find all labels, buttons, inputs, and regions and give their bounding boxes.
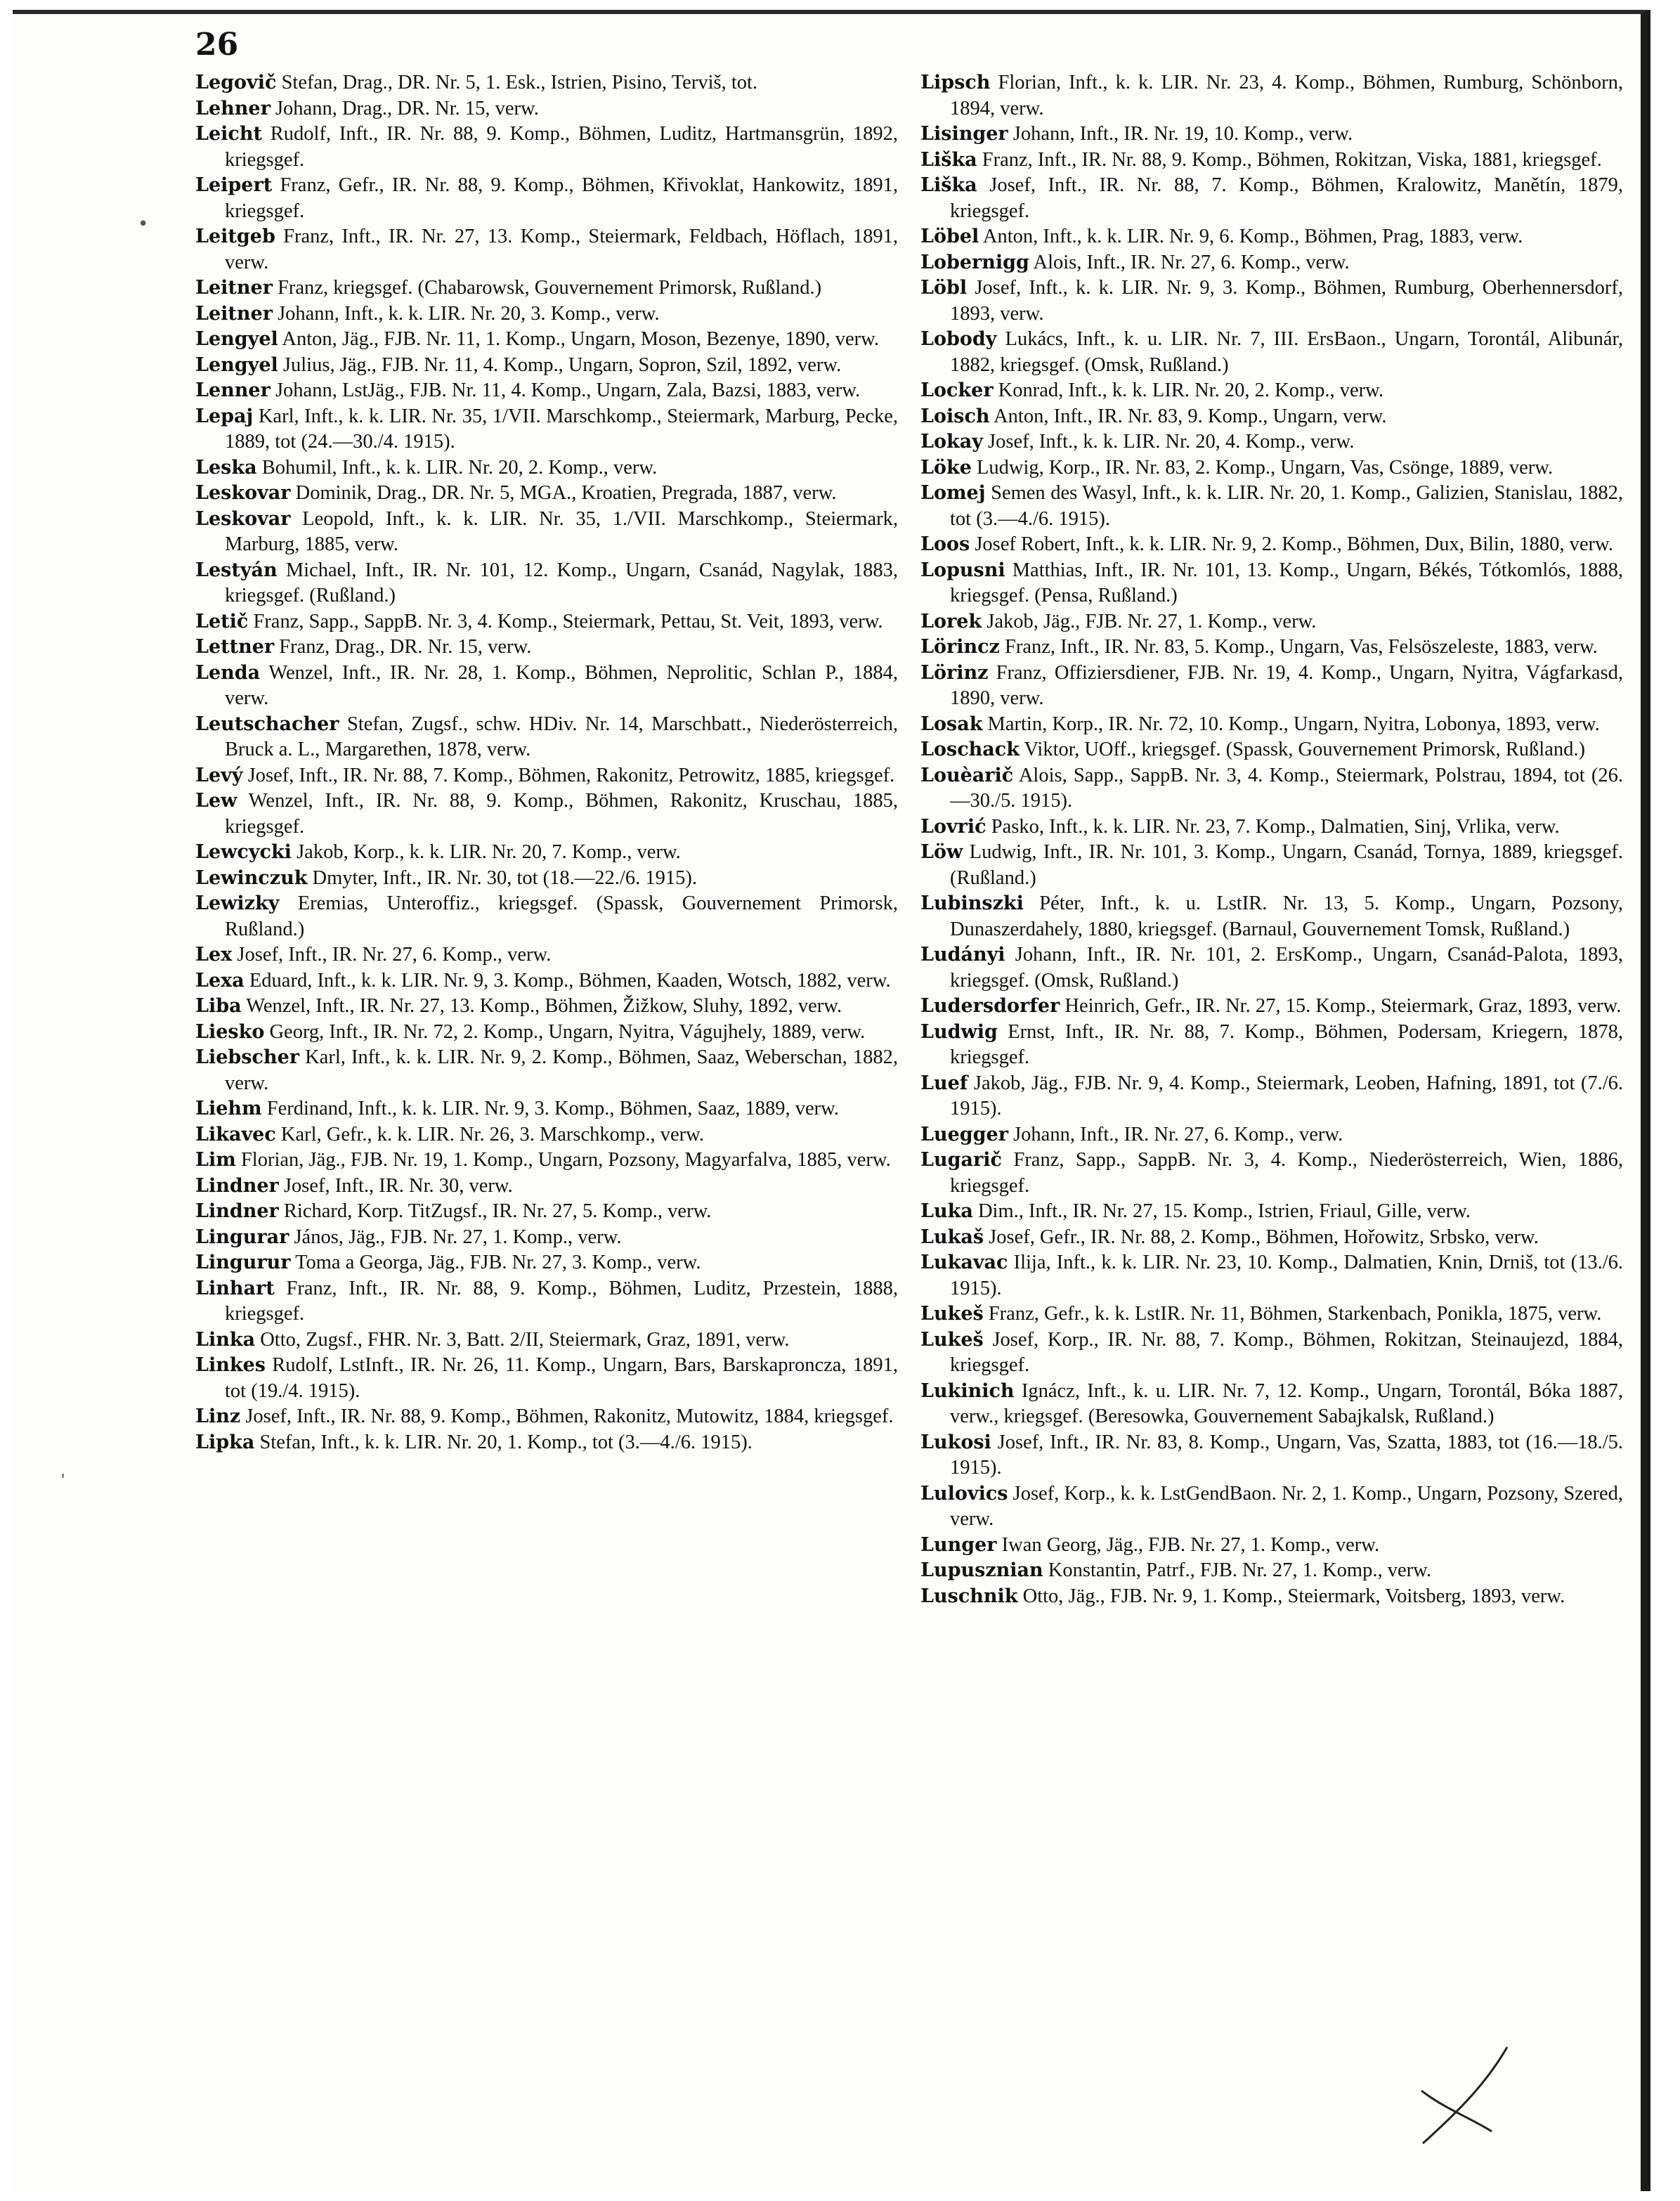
entry-surname: Lettner xyxy=(195,636,275,658)
entry-surname: Leskovar xyxy=(195,482,291,504)
entry-surname: Luegger xyxy=(920,1123,1008,1145)
entry-details: Pasko, Inft., k. k. LIR. Nr. 23, 7. Komp., Dalmatien, Sinj, Vrlika, verw. xyxy=(991,815,1560,838)
entry-surname: Liška xyxy=(920,148,977,171)
entry-details: Karl, Inft., k. k. LIR. Nr. 9, 2. Komp., Böhmen, Saaz, Weberschan, 1882, verw. xyxy=(225,1046,899,1094)
entry-details: Josef, Gefr., IR. Nr. 88, 2. Komp., Böhmen, Hořowitz, Srbsko, verw. xyxy=(989,1226,1539,1248)
entry-surname: Lobody xyxy=(920,328,997,350)
register-entry xyxy=(920,1199,1623,1225)
entry-details: Franz, Inft., IR. Nr. 88, 9. Komp., Böhmen, Luditz, Przestein, 1888, kriegsgef. xyxy=(225,1277,899,1325)
entry-surname: Leitgeb xyxy=(195,226,275,247)
entry-surname: Legovič xyxy=(195,72,277,93)
entry-details: Georg, Inft., IR. Nr. 72, 2. Komp., Ungarn, Nyitra, Vágujhely, 1889, verw. xyxy=(269,1020,866,1043)
entry-details: Franz, Sapp., SappB. Nr. 3, 4. Komp., Steiermark, Pettau, St. Veit, 1893, verw. xyxy=(253,610,883,632)
entry-surname: Loos xyxy=(920,533,970,555)
entry-surname: Lipsch xyxy=(920,72,991,93)
entry-details: Ilija, Inft., k. k. LIR. Nr. 23, 10. Komp., Dalmatien, Knin, Drniš, tot (13./6. 1915). xyxy=(950,1252,1624,1299)
entry-details: Wenzel, Inft., IR. Nr. 28, 1. Komp., Böhmen, Neprolitic, Schlan P., 1884, verw. xyxy=(225,661,898,709)
register-entry xyxy=(920,661,1623,712)
entry-details: Josef Robert, Inft., k. k. LIR. Nr. 9, 2. Komp., Böhmen, Dux, Bilin, 1880, verw. xyxy=(975,533,1613,555)
entry-surname: Lomej xyxy=(920,482,986,504)
page-number: 26 xyxy=(195,27,239,63)
entry-surname: Lingurar xyxy=(195,1226,289,1248)
entry-surname: Liba xyxy=(195,995,242,1017)
entry-details: Karl, Gefr., k. k. LIR. Nr. 26, 3. Marschkomp., verw. xyxy=(280,1123,704,1145)
entry-details: Johann, Drag., DR. Nr. 15, verw. xyxy=(275,97,539,119)
entry-surname: Lörincz xyxy=(920,636,1000,658)
entry-details: Ernst, Inft., IR. Nr. 88, 7. Komp., Böhmen, Podersam, Kriegern, 1878, kriegsgef. xyxy=(950,1020,1623,1068)
entry-details: Stefan, Drag., DR. Nr. 5, 1. Esk., Istrien, Pisino, Terviš, tot. xyxy=(281,72,758,93)
entry-surname: Leska xyxy=(195,456,257,479)
entry-details: János, Jäg., FJB. Nr. 27, 1. Komp., verw. xyxy=(294,1226,622,1248)
entry-surname: Levý xyxy=(195,764,243,786)
entry-details: Johann, LstJäg., FJB. Nr. 11, 4. Komp., Ungarn, Zala, Bazsi, 1883, verw. xyxy=(275,379,861,401)
register-entry xyxy=(195,763,898,789)
entry-details: Julius, Jäg., FJB. Nr. 11, 4. Komp., Ungarn, Sopron, Szil, 1892, verw. xyxy=(282,353,842,376)
register-entry xyxy=(195,558,898,609)
entry-surname: Letič xyxy=(195,610,249,632)
entry-surname: Lukeš xyxy=(920,1303,984,1325)
entry-surname: Lukosi xyxy=(920,1431,991,1453)
register-entry xyxy=(195,1096,898,1122)
entry-details: Eduard, Inft., k. k. LIR. Nr. 9, 3. Komp., Böhmen, Kaaden, Wotsch, 1882, verw. xyxy=(249,969,891,992)
entry-details: Eremias, Unteroffiz., kriegsgef. (Spassk, Gouvernement Primorsk, Rußland.) xyxy=(225,892,899,940)
entry-surname: Lenda xyxy=(195,661,261,684)
entry-surname: Lexa xyxy=(195,969,245,992)
register-entry xyxy=(920,1122,1623,1148)
entry-details: Josef, Inft., IR. Nr. 30, verw. xyxy=(283,1174,513,1197)
entry-details: Richard, Korp. TitZugsf., IR. Nr. 27, 5. Komp., verw. xyxy=(283,1200,712,1222)
register-entry xyxy=(920,1430,1623,1481)
register-entry xyxy=(920,148,1623,174)
entry-details: Josef, Inft., IR. Nr. 88, 9. Komp., Böhmen, Rakonitz, Mutowitz, 1884, kriegsgef. xyxy=(245,1405,894,1427)
register-entry xyxy=(195,1250,898,1276)
entry-surname: Lewizky xyxy=(195,892,280,914)
entry-details: Rudolf, Inft., IR. Nr. 88, 9. Komp., Böhmen, Luditz, Hartmansgrün, 1892, kriegsgef. xyxy=(225,123,898,171)
entry-details: Josef, Inft., IR. Nr. 88, 7. Komp., Böhmen, Rakonitz, Petrowitz, 1885, kriegsgef. xyxy=(247,764,895,786)
register-entry xyxy=(195,1430,898,1456)
entry-surname: Luka xyxy=(920,1200,973,1222)
entry-details: Konrad, Inft., k. k. LIR. Nr. 20, 2. Komp., verw. xyxy=(998,379,1383,401)
entry-details: Rudolf, LstInft., IR. Nr. 26, 11. Komp., Ungarn, Bars, Barskaproncza, 1891, tot (19./4. 1915). xyxy=(225,1354,898,1402)
register-entry xyxy=(195,327,898,353)
entry-details: Franz, Drag., DR. Nr. 15, verw. xyxy=(279,636,532,658)
register-entry xyxy=(920,712,1623,738)
register-entry xyxy=(195,866,898,892)
register-entry xyxy=(195,712,898,763)
register-entry xyxy=(920,250,1623,276)
entry-details: Franz, Inft., IR. Nr. 83, 5. Komp., Ungarn, Vas, Felsöszeleste, 1883, verw. xyxy=(1005,636,1598,658)
margin-mark: ˈ xyxy=(60,1472,66,1493)
entry-surname: Lugarič xyxy=(920,1149,1002,1171)
register-entry xyxy=(920,224,1623,250)
register-entry xyxy=(195,891,898,942)
entry-details: Florian, Inft., k. k. LIR. Nr. 23, 4. Komp., Böhmen, Rumburg, Schönborn, 1894, verw. xyxy=(950,72,1624,119)
entry-surname: Linkes xyxy=(195,1354,266,1376)
entry-surname: Ludersdorfer xyxy=(920,995,1060,1017)
entry-details: Josef, Inft., IR. Nr. 27, 6. Komp., verw. xyxy=(237,944,552,966)
entry-surname: Ludányi xyxy=(920,944,1005,966)
entry-details: Franz, Gefr., IR. Nr. 88, 9. Komp., Böhmen, Křivoklat, Hankowitz, 1891, kriegsgef. xyxy=(225,174,899,222)
entry-details: Josef, Korp., k. k. LstGendBaon. Nr. 2, 1. Komp., Ungarn, Pozsony, Szered, verw. xyxy=(950,1482,1623,1530)
entry-details: Franz, Inft., IR. Nr. 88, 9. Komp., Böhmen, Rokitzan, Viska, 1881, kriegsgef. xyxy=(982,148,1602,171)
register-entry xyxy=(195,122,898,173)
register-entry xyxy=(195,481,898,507)
entry-details: Franz, Inft., IR. Nr. 27, 13. Komp., Steiermark, Feldbach, Höflach, 1891, verw. xyxy=(225,226,899,273)
entry-surname: Lim xyxy=(195,1149,236,1171)
entry-details: Jakob, Korp., k. k. LIR. Nr. 20, 7. Komp., verw. xyxy=(297,841,681,863)
entry-surname: Lukeš xyxy=(920,1328,984,1351)
register-entry xyxy=(195,1148,898,1174)
entry-surname: Loschack xyxy=(920,739,1020,760)
entry-surname: Lukinich xyxy=(920,1379,1015,1402)
entry-surname: Liška xyxy=(920,174,977,196)
register-entry xyxy=(920,122,1623,148)
register-entry xyxy=(920,763,1623,814)
entry-surname: Loisch xyxy=(920,405,990,427)
register-entry xyxy=(920,609,1623,635)
entry-surname: Ludwig xyxy=(920,1020,998,1043)
entry-details: Stefan, Inft., k. k. LIR. Nr. 20, 1. Komp., tot (3.—4./6. 1915). xyxy=(259,1431,753,1453)
entry-details: Lukács, Inft., k. u. LIR. Nr. 7, III. ErsBaon., Ungarn, Torontál, Alibunár, 1882, kriegsgef. (Omsk, Rußland.) xyxy=(950,328,1623,376)
entry-surname: Lorek xyxy=(920,610,982,632)
entry-surname: Lewinczuk xyxy=(195,866,308,889)
register-entry xyxy=(195,1045,898,1096)
entry-details: Otto, Jäg., FJB. Nr. 9, 1. Komp., Steiermark, Voitsberg, 1893, verw. xyxy=(1022,1585,1565,1607)
entry-surname: Lingurur xyxy=(195,1252,291,1273)
entry-details: Franz, kriegsgef. (Chabarowsk, Gouvernement Primorsk, Rußland.) xyxy=(278,277,822,299)
entry-details: Anton, Jäg., FJB. Nr. 11, 1. Komp., Ungarn, Moson, Bezenye, 1890, verw. xyxy=(282,328,880,350)
entry-details: Wenzel, Inft., IR. Nr. 27, 13. Komp., Böhmen, Žižkow, Sluhy, 1892, verw. xyxy=(246,995,842,1017)
entry-details: Stefan, Zugsf., schw. HDiv. Nr. 14, Marschbatt., Niederösterreich, Bruck a. L., Margarethen, 1878, verw. xyxy=(225,713,898,760)
entry-details: Alois, Sapp., SappB. Nr. 3, 4. Komp., Steiermark, Polstrau, 1894, tot (26.—30./5. 1915). xyxy=(950,764,1623,812)
entry-details: Bohumil, Inft., k. k. LIR. Nr. 20, 2. Komp., verw. xyxy=(261,456,658,479)
entry-details: Konstantin, Patrf., FJB. Nr. 27, 1. Komp., verw. xyxy=(1048,1559,1431,1581)
entry-surname: Löbl xyxy=(920,277,968,299)
entry-surname: Lewcycki xyxy=(195,841,292,863)
entry-surname: Locker xyxy=(920,379,994,401)
entry-details: Semen des Wasyl, Inft., k. k. LIR. Nr. 20, 1. Komp., Galizien, Stanislau, 1882, tot (3.—4./6. 1915). xyxy=(950,482,1623,530)
entry-surname: Lepaj xyxy=(195,405,254,427)
entry-surname: Lex xyxy=(195,944,233,966)
register-entry xyxy=(920,70,1623,122)
entry-details: Leopold, Inft., k. k. LIR. Nr. 35, 1./VII. Marschkomp., Steiermark, Marburg, 1885, verw. xyxy=(225,507,898,555)
entry-surname: Lulovics xyxy=(920,1482,1008,1505)
entry-surname: Luef xyxy=(920,1072,968,1094)
register-entry xyxy=(195,1353,898,1404)
register-entry xyxy=(920,378,1623,404)
register-entry xyxy=(920,1327,1623,1379)
register-entry xyxy=(920,891,1623,942)
entry-surname: Lopusni xyxy=(920,559,1005,581)
register-entry xyxy=(920,1379,1623,1430)
entry-surname: Likavec xyxy=(195,1123,276,1145)
register-entry xyxy=(195,301,898,327)
register-entry xyxy=(195,404,898,455)
register-entry xyxy=(195,1122,898,1148)
entry-surname: Löke xyxy=(920,456,972,479)
entry-details: Michael, Inft., IR. Nr. 101, 12. Komp., Ungarn, Csanád, Nagylak, 1883, kriegsgef. (Rußland.) xyxy=(225,559,899,606)
entry-surname: Leutschacher xyxy=(195,713,339,735)
register-entry xyxy=(920,1071,1623,1122)
entry-details: Florian, Jäg., FJB. Nr. 19, 1. Komp., Ungarn, Pozsony, Magyarfalva, 1885, verw. xyxy=(240,1149,891,1171)
entry-details: Wenzel, Inft., IR. Nr. 88, 9. Komp., Böhmen, Rakonitz, Kruschau, 1885, kriegsgef. xyxy=(225,790,898,838)
entry-surname: Lipka xyxy=(195,1431,255,1453)
register-entry xyxy=(195,173,898,224)
entry-details: Toma a Georga, Jäg., FJB. Nr. 27, 3. Komp., verw. xyxy=(295,1252,701,1273)
entry-surname: Lew xyxy=(195,790,237,812)
register-entry xyxy=(920,994,1623,1020)
entry-details: Dim., Inft., IR. Nr. 27, 15. Komp., Istrien, Friaul, Gille, verw. xyxy=(977,1200,1471,1222)
register-entry xyxy=(920,1584,1623,1610)
entry-surname: Löw xyxy=(920,841,963,863)
entry-surname: Linka xyxy=(195,1328,256,1351)
entry-surname: Leskovar xyxy=(195,507,291,530)
register-entry xyxy=(195,942,898,968)
register-entry xyxy=(920,1533,1623,1559)
entry-surname: Lunger xyxy=(920,1533,997,1556)
register-entry xyxy=(195,609,898,635)
register-entry xyxy=(920,173,1623,224)
entry-surname: Lukaš xyxy=(920,1226,984,1248)
register-entry xyxy=(195,1276,898,1327)
register-entry xyxy=(920,1225,1623,1251)
entry-surname: Lisinger xyxy=(920,123,1008,145)
register-entry xyxy=(195,788,898,840)
right-column xyxy=(920,70,1623,1609)
register-entry xyxy=(195,378,898,404)
entry-details: Josef, Inft., IR. Nr. 88, 7. Komp., Böhmen, Kralowitz, Manětín, 1879, kriegsgef. xyxy=(950,174,1624,222)
register-entry xyxy=(195,1327,898,1353)
entry-details: Alois, Inft., IR. Nr. 27, 6. Komp., verw. xyxy=(1033,251,1350,273)
register-entry xyxy=(195,635,898,661)
register-entry xyxy=(920,532,1623,558)
entry-surname: Liesko xyxy=(195,1020,265,1043)
register-entry xyxy=(920,1020,1623,1071)
entry-details: Karl, Inft., k. k. LIR. Nr. 35, 1/VII. Marschkomp., Steiermark, Marburg, Pecke, 1889, tot (24.—30./4. 1915). xyxy=(225,405,898,453)
register-entry xyxy=(195,968,898,994)
entry-details: Johann, Inft., k. k. LIR. Nr. 20, 3. Komp., verw. xyxy=(278,302,660,325)
register-entry xyxy=(920,1481,1623,1533)
register-entry xyxy=(195,275,898,301)
entry-details: Anton, Inft., IR. Nr. 83, 9. Komp., Ungarn, verw. xyxy=(994,405,1387,427)
entry-surname: Leitner xyxy=(195,302,273,325)
entry-details: Ferdinand, Inft., k. k. LIR. Nr. 9, 3. Komp., Böhmen, Saaz, 1889, verw. xyxy=(266,1098,839,1119)
entry-surname: Lokay xyxy=(920,431,983,453)
entry-details: Josef, Inft., k. k. LIR. Nr. 9, 3. Komp., Böhmen, Rumburg, Oberhennersdorf, 1893, verw. xyxy=(950,277,1624,325)
register-entry xyxy=(920,1558,1623,1584)
entry-details: Heinrich, Gefr., IR. Nr. 27, 15. Komp., Steiermark, Graz, 1893, verw. xyxy=(1064,995,1622,1017)
register-entry xyxy=(195,840,898,866)
entry-surname: Liehm xyxy=(195,1098,262,1119)
register-entry xyxy=(195,1020,898,1046)
entry-surname: Lovrić xyxy=(920,815,986,838)
entry-details: Martin, Korp., IR. Nr. 72, 10. Komp., Ungarn, Nyitra, Lobonya, 1893, verw. xyxy=(987,713,1600,735)
entry-details: Franz, Offiziersdiener, FJB. Nr. 19, 4. Komp., Ungarn, Nyitra, Vágfarkasd, 1890, verw. xyxy=(950,661,1623,709)
register-entry xyxy=(195,353,898,379)
entry-surname: Lindner xyxy=(195,1200,279,1222)
register-entry xyxy=(920,814,1623,840)
register-entry xyxy=(920,1250,1623,1301)
entry-surname: Losak xyxy=(920,713,983,735)
entry-surname: Louèarič xyxy=(920,764,1014,786)
entry-details: Josef, Korp., IR. Nr. 88, 7. Komp., Böhmen, Rokitzan, Steinaujezd, 1884, kriegsgef. xyxy=(950,1328,1624,1376)
entry-details: Ludwig, Korp., IR. Nr. 83, 2. Komp., Ungarn, Vas, Csönge, 1889, verw. xyxy=(977,456,1554,479)
entry-surname: Lupusznian xyxy=(920,1559,1043,1581)
register-entry xyxy=(195,455,898,481)
entry-details: Jakob, Jäg., FJB. Nr. 27, 1. Komp., verw. xyxy=(986,610,1317,632)
entry-details: Josef, Inft., k. k. LIR. Nr. 20, 4. Komp., verw. xyxy=(988,431,1355,453)
entry-details: Josef, Inft., IR. Nr. 83, 8. Komp., Ungarn, Vas, Szatta, 1883, tot (16.—18./5. 1915). xyxy=(950,1431,1623,1479)
register-entry xyxy=(920,327,1623,378)
entry-surname: Lestyán xyxy=(195,559,278,581)
entry-details: Franz, Gefr., k. k. LstIR. Nr. 11, Böhmen, Starkenbach, Ponikla, 1875, verw. xyxy=(988,1303,1602,1325)
entry-details: Franz, Sapp., SappB. Nr. 3, 4. Komp., Niederösterreich, Wien, 1886, kriegsgef. xyxy=(950,1149,1623,1197)
entry-surname: Linz xyxy=(195,1405,241,1427)
register-entry xyxy=(195,1199,898,1225)
entry-surname: Liebscher xyxy=(195,1046,299,1068)
entry-surname: Löbel xyxy=(920,226,979,247)
register-entry xyxy=(195,96,898,122)
entry-surname: Lindner xyxy=(195,1174,279,1197)
register-entry xyxy=(195,661,898,712)
entry-surname: Leicht xyxy=(195,123,262,145)
register-entry xyxy=(920,558,1623,609)
entry-details: Viktor, UOff., kriegsgef. (Spassk, Gouvernement Primorsk, Rußland.) xyxy=(1024,739,1585,760)
margin-mark: • xyxy=(138,214,149,235)
entry-details: Anton, Inft., k. k. LIR. Nr. 9, 6. Komp., Böhmen, Prag, 1883, verw. xyxy=(982,226,1523,247)
register-entry xyxy=(195,1225,898,1251)
register-entry xyxy=(920,1301,1623,1327)
register-entry xyxy=(920,737,1623,763)
entry-surname: Lenner xyxy=(195,379,271,401)
entry-details: Johann, Inft., IR. Nr. 101, 2. ErsKomp., Ungarn, Csanád-Palota, 1893, kriegsgef. (Omsk, Rußland.) xyxy=(950,944,1623,992)
register-entry xyxy=(920,404,1623,430)
register-entry xyxy=(195,1174,898,1200)
register-entry xyxy=(195,1404,898,1430)
entry-details: Johann, Inft., IR. Nr. 19, 10. Komp., verw. xyxy=(1012,123,1353,145)
handwritten-cross-mark xyxy=(1409,2041,1514,2147)
entry-surname: Lobernigg xyxy=(920,251,1029,273)
entry-surname: Leipert xyxy=(195,174,273,196)
entry-details: Dominik, Drag., DR. Nr. 5, MGA., Kroatien, Pregrada, 1887, verw. xyxy=(295,482,837,504)
entry-details: Jakob, Jäg., FJB. Nr. 9, 4. Komp., Steiermark, Leoben, Hafning, 1891, tot (7./6. 1915). xyxy=(950,1072,1624,1119)
register-entry xyxy=(920,429,1623,455)
register-entry xyxy=(920,1148,1623,1199)
entry-surname: Lengyel xyxy=(195,328,278,350)
left-column xyxy=(195,70,898,1455)
register-entry xyxy=(195,994,898,1020)
entry-surname: Lukavac xyxy=(920,1252,1008,1273)
entry-surname: Lehner xyxy=(195,97,271,119)
entry-details: Otto, Zugsf., FHR. Nr. 3, Batt. 2/II, Steiermark, Graz, 1891, verw. xyxy=(260,1328,790,1351)
entry-surname: Lörinz xyxy=(920,661,989,684)
register-entry xyxy=(195,507,898,558)
entry-details: Iwan Georg, Jäg., FJB. Nr. 27, 1. Komp., verw. xyxy=(1001,1533,1380,1556)
entry-surname: Luschnik xyxy=(920,1585,1018,1607)
register-entry xyxy=(920,635,1623,661)
register-entry xyxy=(920,942,1623,994)
register-entry xyxy=(920,455,1623,481)
register-entry xyxy=(920,840,1623,891)
entry-surname: Leitner xyxy=(195,277,273,299)
register-entry xyxy=(920,275,1623,327)
entry-details: Ludwig, Inft., IR. Nr. 101, 3. Komp., Ungarn, Csanád, Tornya, 1889, kriegsgef. (Rußland.) xyxy=(950,841,1624,889)
entry-surname: Lengyel xyxy=(195,353,278,376)
entry-surname: Linhart xyxy=(195,1277,275,1299)
register-entry xyxy=(195,224,898,275)
entry-details: Ignácz, Inft., k. u. LIR. Nr. 7, 12. Komp., Ungarn, Torontál, Bóka 1887, verw., kriegsgef. (Beresowka, Gouvernement Sabajkalsk, Rußland.) xyxy=(950,1379,1623,1427)
entry-details: Dmyter, Inft., IR. Nr. 30, tot (18.—22./6. 1915). xyxy=(312,866,697,889)
entry-details: Matthias, Inft., IR. Nr. 101, 13. Komp., Ungarn, Békés, Tótkomlós, 1888, kriegsgef. (Pensa, Rußland.) xyxy=(950,559,1624,606)
entry-details: Péter, Inft., k. u. LstIR. Nr. 13, 5. Komp., Ungarn, Pozsony, Dunaszerdahely, 1880, kriegsgef. (Barnaul, Gouvernement Tomsk, Rußland.) xyxy=(950,892,1623,940)
register-entry xyxy=(920,481,1623,532)
entry-surname: Lubinszki xyxy=(920,892,1024,914)
register-entry xyxy=(195,70,898,96)
entry-details: Johann, Inft., IR. Nr. 27, 6. Komp., verw. xyxy=(1013,1123,1343,1145)
